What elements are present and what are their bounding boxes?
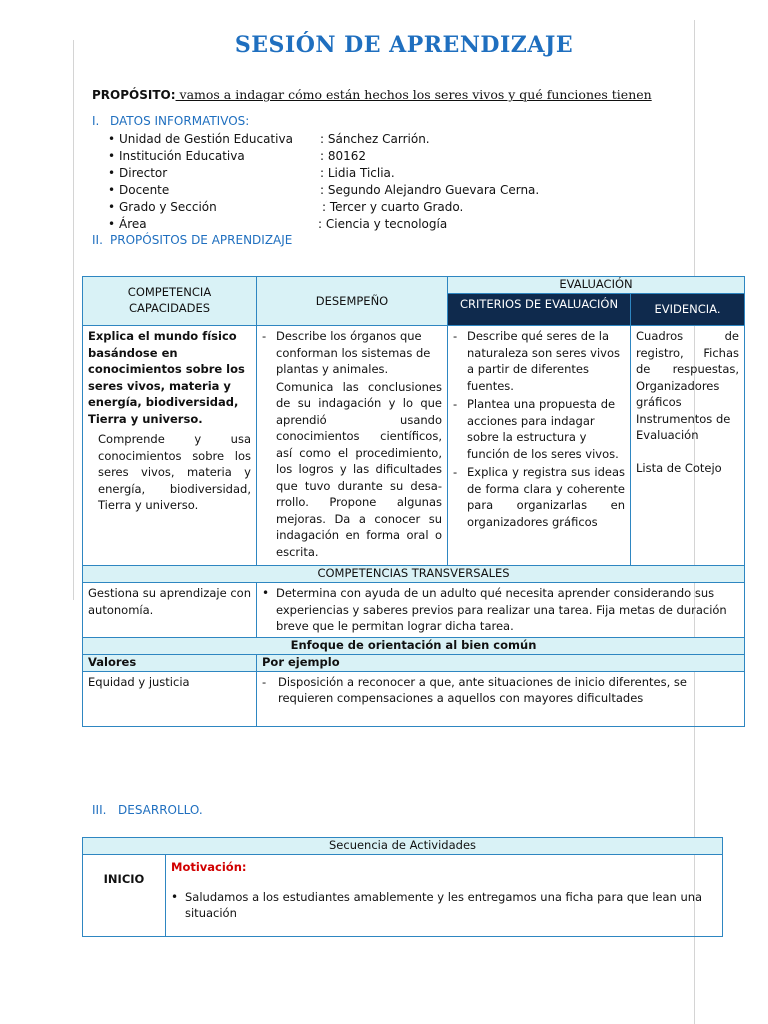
header-transversales: COMPETENCIAS TRANSVERSALES [83,566,745,583]
motivacion-label: Motivación: [171,860,247,874]
proposito-label: PROPÓSITO: [92,88,176,102]
criterio-item: - Plantea una propuesta de acciones para indagar sobre la estructura y función de los seres vivos. [453,397,619,461]
secuencia-table [82,837,723,937]
criterio-item: - Explica y registra sus ideas de forma clara y coherente para organizarlas en organizadores gráficos [453,465,625,529]
desempeno-item: - Describe los órganos que conforman los sistemas de plantas y animales. [262,329,431,376]
header-secuencia: Secuencia de Actividades [83,838,723,855]
header-competencia: COMPETENCIA CAPACIDADES [83,277,257,326]
evidencia-text: Cuadros de registro, Fichas de respuestas, Organizadores gráficos [636,329,740,409]
header-evaluacion: EVALUACIÓN [448,277,745,294]
ejemplo-cell: - Disposición a reconocer a que, ante situaciones de inicio diferentes, se requieren compensaciones a aquellos con mayores dificultades [257,671,745,726]
header-criterios: CRITERIOS DE EVALUACIÓN [448,294,631,326]
header-valores: Valores [83,654,257,671]
bullet-icon: • [108,132,116,146]
bullet-icon: • [108,166,116,180]
desempeno-item: Comunica las conclusiones de su indagación y lo que aprendió usando conocimientos científicos, así como el procedimiento, los logros y las dificultades que tuvo durante su desa-rrollo. Propone algunas mejoras. Da a conocer su indagación en forma oral o escrita. [276,379,442,559]
evidencia-cell [631,326,745,566]
section-title: PROPÓSITOS DE APRENDIZAJE [110,233,293,247]
evidencia-lista: Lista de Cotejo [636,460,722,475]
competencia-cell [83,326,257,566]
evidencia-instrumentos: Instrumentos de Evaluación [636,411,731,442]
desempeno-cell [257,326,448,566]
bullet-icon: • [108,217,116,231]
section-heading-desarrollo [92,803,203,817]
section-number: II. [92,233,103,247]
proposito [92,87,652,102]
bullet-icon: • [108,183,116,197]
section-heading-datos [92,114,249,128]
fase-inicio: INICIO [83,855,166,937]
transversal-competencia: Gestiona su aprendizaje con autonomía. [83,583,257,638]
propositos-table [82,276,745,727]
bullet-icon: • [108,200,116,214]
criterio-item: - Describe qué seres de la naturaleza son seres vivos a partir de diferentes fuentes. [453,329,620,393]
page-margin-line-left [73,40,74,600]
header-desempeno: DESEMPEÑO [257,277,448,326]
bullet-icon: • [262,586,270,600]
competencia-sub: Comprende y usa conocimientos sobre los seres vivos, materia y energía, biodiversidad, Tierra y universo. [98,432,251,512]
header-enfoque: Enfoque de orientación al bien común [83,637,745,654]
section-number: I. [92,114,100,128]
valor-cell: Equidad y justicia [83,671,257,726]
transversal-desempeno: • Determina con ayuda de un adulto qué necesita aprender considerando sus experiencias y saberes previos para realizar una tarea. Fija metas de duración breve que le permitan lograr dicha tarea. [257,583,745,638]
section-heading-propositos [92,233,292,247]
proposito-text: vamos a indagar cómo están hechos los seres vivos y qué funciones tienen [175,87,652,102]
bullet-icon: • [108,149,116,163]
section-title: DESARROLLO. [118,803,203,817]
section-number: III. [92,803,107,817]
competencia-main: Explica el mundo físico basándose en conocimientos sobre los seres vivos, materia y energía, biodiversidad, Tierra y universo. [88,329,245,426]
bullet-icon: • [171,889,179,904]
page-title: SESIÓN DE APRENDIZAJE [234,32,574,58]
criterios-cell [448,326,631,566]
header-evidencia: EVIDENCIA. [631,294,745,326]
header-ejemplo: Por ejemplo [257,654,745,671]
actividad-item: • Saludamos a los estudiantes amablemente y les entregamos una ficha para que lean una situación [171,889,703,920]
section-title: DATOS INFORMATIVOS: [110,114,250,128]
actividad-cell [166,855,723,937]
